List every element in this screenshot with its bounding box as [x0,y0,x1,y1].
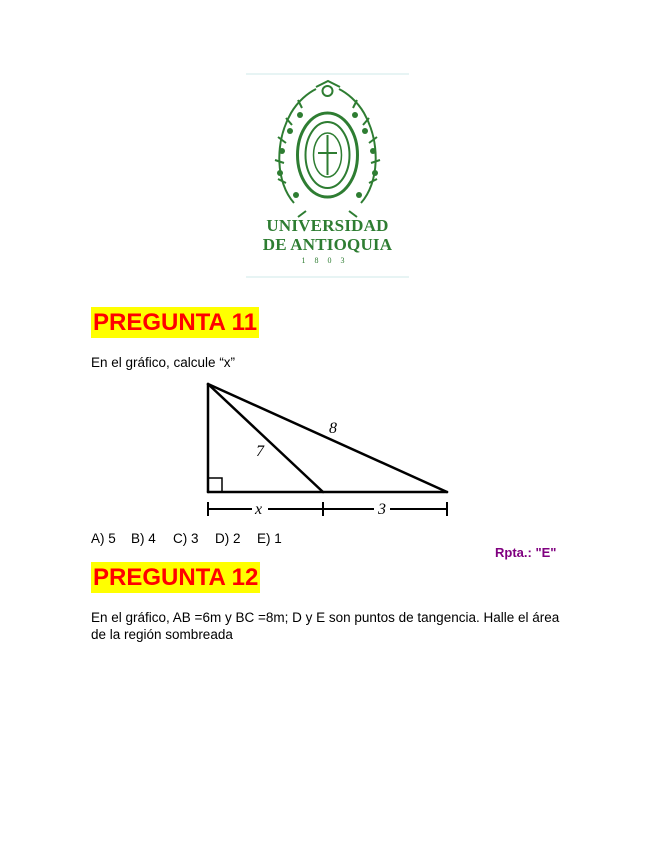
question-12-prompt-line2: de la región sombreada [91,627,233,642]
option-e: E) 1 [257,531,282,546]
question-12-prompt-line1: En el gráfico, AB =6m y BC =8m; D y E son puntos de tangencia. Halle el área [91,610,560,625]
label-x: x [255,501,263,518]
option-a: A) 5 [91,531,116,546]
label-cevian: 7 [256,443,264,460]
right-angle-mark [208,478,222,492]
option-d: D) 2 [215,531,241,546]
question-11-prompt: En el gráfico, calcule “x” [91,355,236,370]
measure-line [208,502,447,516]
university-logo [246,73,409,278]
logo-year: 1803 [301,256,354,265]
logo-title-line2: DE ANTIOQUIA [262,235,393,254]
label-three: 3 [378,501,386,518]
label-hypotenuse: 8 [329,420,337,437]
question-12-heading: PREGUNTA 12 [93,564,259,591]
option-c: C) 3 [173,531,199,546]
triangle-figure [195,378,455,518]
question-11-heading: PREGUNTA 11 [93,309,258,336]
option-b: B) 4 [131,531,156,546]
triangle-cevian [208,384,323,492]
triangle-hypotenuse [208,384,447,492]
answer-text: Rpta.: "E" [495,545,557,560]
logo-title-line1: UNIVERSIDAD [266,216,389,235]
